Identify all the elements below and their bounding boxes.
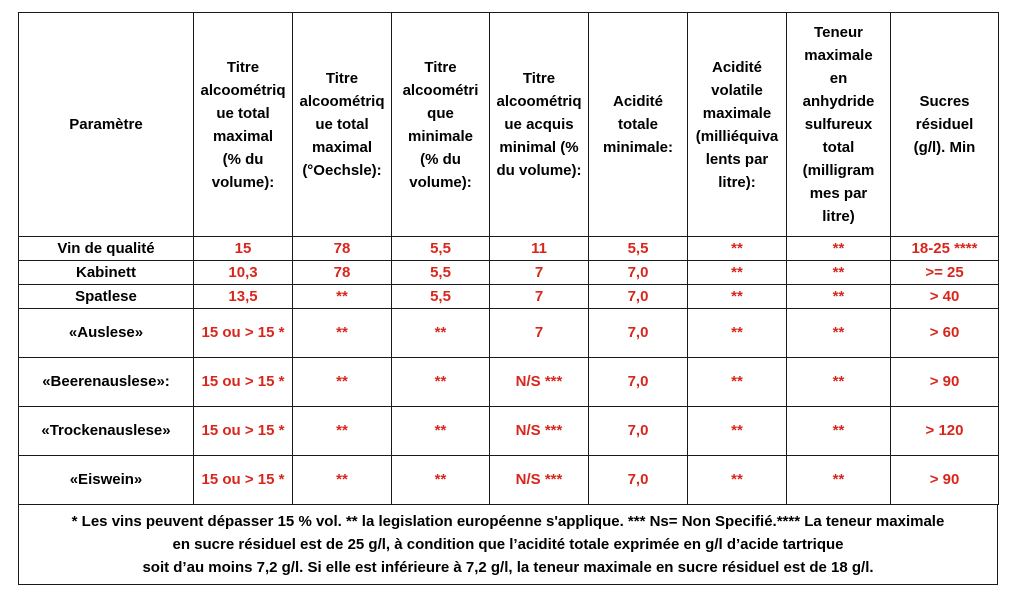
header-line: Acidité xyxy=(612,93,663,110)
table-cell: 15 ou > 15 * xyxy=(194,407,293,456)
table-cell: 15 xyxy=(194,237,293,261)
header-line: ue acquis xyxy=(504,116,574,133)
header-line: volume): xyxy=(211,173,275,191)
header-line: (% du xyxy=(420,150,461,168)
header-line: alcoométriq xyxy=(200,81,286,99)
table-cell: ** xyxy=(392,456,490,505)
header-line: Titre xyxy=(325,70,359,87)
header-line: anhydride xyxy=(802,93,875,110)
header-line: en xyxy=(829,70,848,87)
header-line: minimal (% xyxy=(499,139,579,156)
table-row xyxy=(19,407,999,456)
table-row xyxy=(19,456,999,505)
row-label: Kabinett xyxy=(19,261,194,285)
table-cell: 5,5 xyxy=(589,237,688,261)
table-row xyxy=(19,237,999,261)
footnote-line: * Les vins peuvent dépasser 15 % vol. ** la legislation européenne s'applique. *** Ns= Non Specifié.**** La teneur maximale xyxy=(71,513,945,530)
table-cell: 5,5 xyxy=(392,261,490,285)
header-parametre xyxy=(19,13,194,237)
header-line: volume): xyxy=(409,173,472,191)
header-line: sulfureux xyxy=(804,116,873,133)
table-cell: ** xyxy=(293,358,392,407)
table-row xyxy=(19,309,999,358)
footnote xyxy=(18,505,998,585)
row-label: «Eiswein» xyxy=(19,456,194,505)
table-cell: 78 xyxy=(293,237,392,261)
table-cell: ** xyxy=(787,407,891,456)
table-cell: 15 ou > 15 * xyxy=(194,309,293,358)
header-line: maximale xyxy=(702,104,772,122)
table-cell: 7 xyxy=(490,261,589,285)
table-cell: 7,0 xyxy=(589,407,688,456)
table-cell: ** xyxy=(688,309,787,358)
table-cell: ** xyxy=(688,285,787,309)
table-cell: ** xyxy=(392,358,490,407)
header-row xyxy=(19,13,999,237)
header-line: totale xyxy=(617,116,658,133)
table-cell: 7 xyxy=(490,285,589,309)
table-cell: > 90 xyxy=(891,456,999,505)
table-cell: 7,0 xyxy=(589,456,688,505)
table-cell: N/S *** xyxy=(490,358,589,407)
table-row xyxy=(19,358,999,407)
table-cell: ** xyxy=(688,237,787,261)
header-sucres-residuel xyxy=(891,13,999,237)
header-line: minimale: xyxy=(602,139,674,156)
table-cell: ** xyxy=(293,285,392,309)
row-label: «Trockenauslese» xyxy=(19,407,194,456)
header-line: maximale xyxy=(804,47,873,64)
table-cell: ** xyxy=(787,285,891,309)
header-line: alcoométri xyxy=(402,81,479,99)
footnote-line: soit d’au moins 7,2 g/l. Si elle est inférieure à 7,2 g/l, la teneur maximale en sucre résiduel est de 18 g/l. xyxy=(142,559,874,576)
header-line: (% du xyxy=(222,150,264,168)
table-cell: >= 25 xyxy=(891,261,999,285)
table-cell: ** xyxy=(293,456,392,505)
header-line: (g/l). Min xyxy=(913,139,976,156)
table-cell: 7 xyxy=(490,309,589,358)
table-cell: N/S *** xyxy=(490,456,589,505)
header-line: Teneur xyxy=(814,24,863,41)
header-line: ue total xyxy=(216,104,270,122)
table-cell: ** xyxy=(688,407,787,456)
header-line: (milliéquiva xyxy=(695,127,779,145)
header-line: Paramètre xyxy=(69,116,143,133)
header-line: minimale xyxy=(407,127,474,145)
header-line: alcoométriq xyxy=(299,93,385,110)
header-line: maximal xyxy=(212,127,274,145)
table-cell: 15 ou > 15 * xyxy=(194,456,293,505)
header-line: total xyxy=(822,139,855,156)
header-titre-acquis-min xyxy=(490,13,589,237)
header-line: Titre xyxy=(424,58,457,76)
table-cell: ** xyxy=(688,456,787,505)
header-line: maximal xyxy=(311,139,373,156)
row-label: «Auslese» xyxy=(19,309,194,358)
header-line: litre) xyxy=(822,208,855,225)
header-acidite-totale-min xyxy=(589,13,688,237)
table-cell: ** xyxy=(787,237,891,261)
table-cell: 5,5 xyxy=(392,237,490,261)
header-line: lents par xyxy=(705,150,769,168)
table-cell: ** xyxy=(688,358,787,407)
table-cell: ** xyxy=(392,407,490,456)
table-cell: > 60 xyxy=(891,309,999,358)
table-cell: N/S *** xyxy=(490,407,589,456)
table-cell: 11 xyxy=(490,237,589,261)
wine-classification-table xyxy=(18,12,999,505)
header-anhydride-sulfureux-max xyxy=(787,13,891,237)
header-line: volatile xyxy=(711,81,763,99)
table-cell: 7,0 xyxy=(589,309,688,358)
table-cell: 10,3 xyxy=(194,261,293,285)
table-cell: ** xyxy=(787,261,891,285)
header-line: mes par xyxy=(809,185,868,202)
header-line: litre): xyxy=(718,173,756,191)
table-row xyxy=(19,285,999,309)
table-cell: ** xyxy=(293,407,392,456)
header-line: (milligram xyxy=(802,162,875,179)
header-line: du volume): xyxy=(496,162,582,179)
table-cell: ** xyxy=(787,456,891,505)
table-cell: > 120 xyxy=(891,407,999,456)
header-titre-min-vol xyxy=(392,13,490,237)
table-row xyxy=(19,261,999,285)
header-line: Titre xyxy=(226,58,260,76)
table-cell: ** xyxy=(392,309,490,358)
row-label: Spatlese xyxy=(19,285,194,309)
table-cell: 78 xyxy=(293,261,392,285)
table-cell: 15 ou > 15 * xyxy=(194,358,293,407)
header-titre-total-max-oechsle xyxy=(293,13,392,237)
header-line: (°Oechsle): xyxy=(302,162,382,179)
footnote-line: en sucre résiduel est de 25 g/l, à condition que l’acidité totale exprimée en g/l d’acide tartrique xyxy=(172,536,844,553)
header-line: ue total xyxy=(315,116,369,133)
header-line: Acidité xyxy=(711,58,762,76)
table-cell: 18-25 **** xyxy=(891,237,999,261)
table-cell: 7,0 xyxy=(589,261,688,285)
header-line: Titre xyxy=(522,70,556,87)
row-label: Vin de qualité xyxy=(19,237,194,261)
table-cell: 5,5 xyxy=(392,285,490,309)
table-cell: > 40 xyxy=(891,285,999,309)
header-line: alcoométriq xyxy=(496,93,582,110)
header-line: résiduel xyxy=(915,116,974,133)
header-acidite-volatile-max xyxy=(688,13,787,237)
header-line: que xyxy=(427,104,454,122)
row-label: «Beerenauslese»: xyxy=(19,358,194,407)
table-cell: 13,5 xyxy=(194,285,293,309)
table-cell: ** xyxy=(293,309,392,358)
header-line: Sucres xyxy=(919,93,970,110)
table-cell: > 90 xyxy=(891,358,999,407)
table-cell: ** xyxy=(787,309,891,358)
table-cell: 7,0 xyxy=(589,358,688,407)
table-cell: ** xyxy=(787,358,891,407)
table-cell: ** xyxy=(688,261,787,285)
table-cell: 7,0 xyxy=(589,285,688,309)
wine-classification-document xyxy=(18,12,998,585)
header-titre-total-max-vol xyxy=(194,13,293,237)
